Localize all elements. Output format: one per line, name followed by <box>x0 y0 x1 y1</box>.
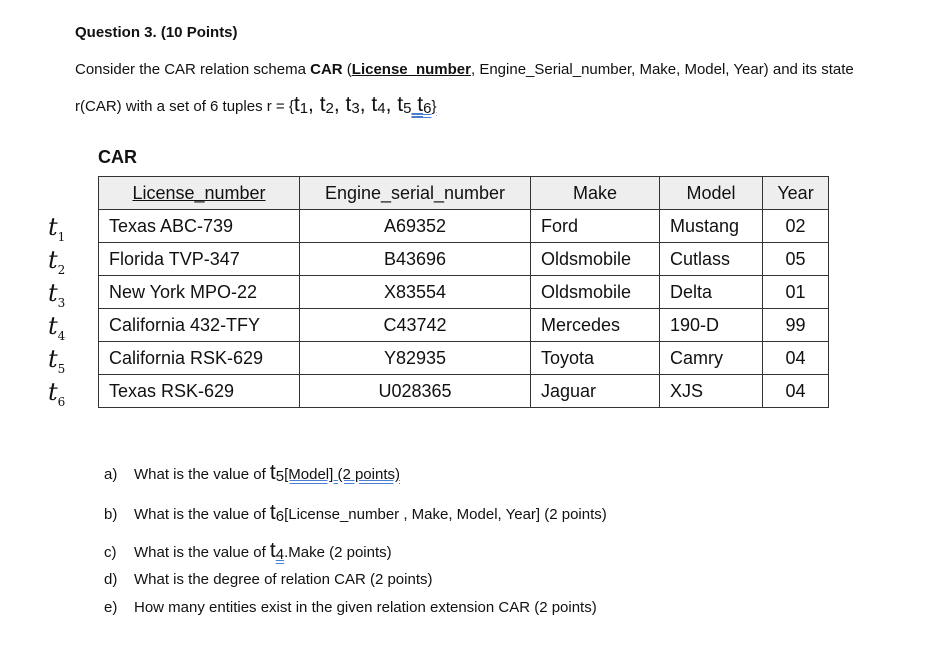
tuple-index: 2 <box>325 100 334 117</box>
cell-model: XJS <box>660 375 763 408</box>
cell-engine: Y82935 <box>300 342 531 375</box>
cell-license: New York MPO-22 <box>99 276 300 309</box>
tuple-t: t <box>269 501 276 524</box>
question-text: How many entities exist in the given relation extension CAR (2 points) <box>134 599 597 616</box>
cell-engine: C43742 <box>300 309 531 342</box>
intro-primary-key: License_number <box>351 61 471 78</box>
question-c <box>104 539 392 563</box>
cell-engine: X83554 <box>300 276 531 309</box>
cell-make: Oldsmobile <box>531 243 660 276</box>
cell-make: Mercedes <box>531 309 660 342</box>
cell-make: Oldsmobile <box>531 276 660 309</box>
table-row <box>99 342 829 375</box>
tuple-index: 5 <box>403 100 412 117</box>
cell-engine: B43696 <box>300 243 531 276</box>
table-row <box>99 243 829 276</box>
tuple-t: t <box>269 539 276 562</box>
cell-year: 05 <box>763 243 829 276</box>
question-a <box>104 461 400 485</box>
cell-engine: A69352 <box>300 210 531 243</box>
cell-license: Texas RSK-629 <box>99 375 300 408</box>
question-text: [License_number , Make, Model, Year] (2 points) <box>284 506 607 523</box>
cell-year: 02 <box>763 210 829 243</box>
tuple-t: , t <box>333 93 352 116</box>
cell-license: Texas ABC-739 <box>99 210 300 243</box>
intro-line2-prefix: r(CAR) with a set of 6 tuples r = { <box>75 98 294 115</box>
question-title: Question 3. (10 Points) <box>75 24 238 41</box>
intro-rest: , Engine_Serial_number, Make, Model, Year) and its state <box>471 61 854 78</box>
question-label: e) <box>104 599 118 616</box>
cell-year: 01 <box>763 276 829 309</box>
cell-model: Delta <box>660 276 763 309</box>
tuple-t: , t <box>359 93 378 116</box>
tuple-t: t <box>269 461 276 484</box>
tuple-index: 3 <box>351 100 360 117</box>
cell-year: 99 <box>763 309 829 342</box>
cell-license: Florida TVP-347 <box>99 243 300 276</box>
question-text: What is the value of <box>134 506 270 523</box>
cell-engine: U028365 <box>300 375 531 408</box>
handwritten-tuple-label: $t_1$ <box>48 213 66 244</box>
intro-line-1 <box>75 61 854 78</box>
intro-text: Consider the CAR relation schema <box>75 61 311 78</box>
table-row <box>99 210 829 243</box>
intro-paren: ( <box>342 61 352 78</box>
handwritten-tuple-label: $t_3$ <box>48 279 66 310</box>
handwritten-tuple-label: $t_4$ <box>48 312 66 343</box>
cell-license: California 432-TFY <box>99 309 300 342</box>
question-text: .Make (2 points) <box>284 544 392 561</box>
tuple-index: 4 <box>377 100 386 117</box>
question-b <box>104 501 607 525</box>
cell-make: Ford <box>531 210 660 243</box>
tuple-t: , t <box>385 93 404 116</box>
header-make: Make <box>531 177 660 210</box>
cell-model: 190-D <box>660 309 763 342</box>
table-row <box>99 309 829 342</box>
question-text: What is the value of <box>134 466 270 483</box>
question-label: b) <box>104 506 118 523</box>
tuple-t: t <box>411 93 424 116</box>
header-license-number: License_number <box>99 177 300 210</box>
question-text: [Model] (2 points) <box>284 466 400 483</box>
cell-license: California RSK-629 <box>99 342 300 375</box>
cell-model: Mustang <box>660 210 763 243</box>
handwritten-tuple-label: $t_2$ <box>48 246 66 277</box>
question-label: d) <box>104 571 118 588</box>
intro-line-2 <box>75 93 437 117</box>
question-d <box>104 571 432 588</box>
tuple-index: 6 <box>275 508 285 525</box>
tuple-index: 6 <box>423 100 432 117</box>
cell-year: 04 <box>763 342 829 375</box>
table-row <box>99 375 829 408</box>
table-caption: CAR <box>98 147 137 167</box>
header-model: Model <box>660 177 763 210</box>
handwritten-tuple-label: $t_5$ <box>48 345 66 376</box>
question-e <box>104 599 597 616</box>
table-header-row <box>99 177 829 210</box>
cell-make: Toyota <box>531 342 660 375</box>
tuple-t: t <box>293 93 300 116</box>
tuple-index: 4 <box>275 546 285 563</box>
tuple-index: 1 <box>299 100 309 117</box>
table-row <box>99 276 829 309</box>
header-engine-serial-number: Engine_serial_number <box>300 177 531 210</box>
cell-make: Jaguar <box>531 375 660 408</box>
tuple-index: 5 <box>275 468 285 485</box>
question-text: What is the degree of relation CAR (2 points) <box>134 571 433 588</box>
question-text: What is the value of <box>134 544 270 561</box>
question-label: c) <box>104 544 117 561</box>
header-year: Year <box>763 177 829 210</box>
tuple-brace: } <box>431 98 437 115</box>
car-table <box>98 176 829 408</box>
cell-year: 04 <box>763 375 829 408</box>
cell-model: Cutlass <box>660 243 763 276</box>
handwritten-tuple-label: $t_6$ <box>48 378 66 409</box>
tuple-t: , t <box>308 93 326 116</box>
cell-model: Camry <box>660 342 763 375</box>
intro-car-bold: CAR <box>310 61 343 78</box>
question-label: a) <box>104 466 118 483</box>
